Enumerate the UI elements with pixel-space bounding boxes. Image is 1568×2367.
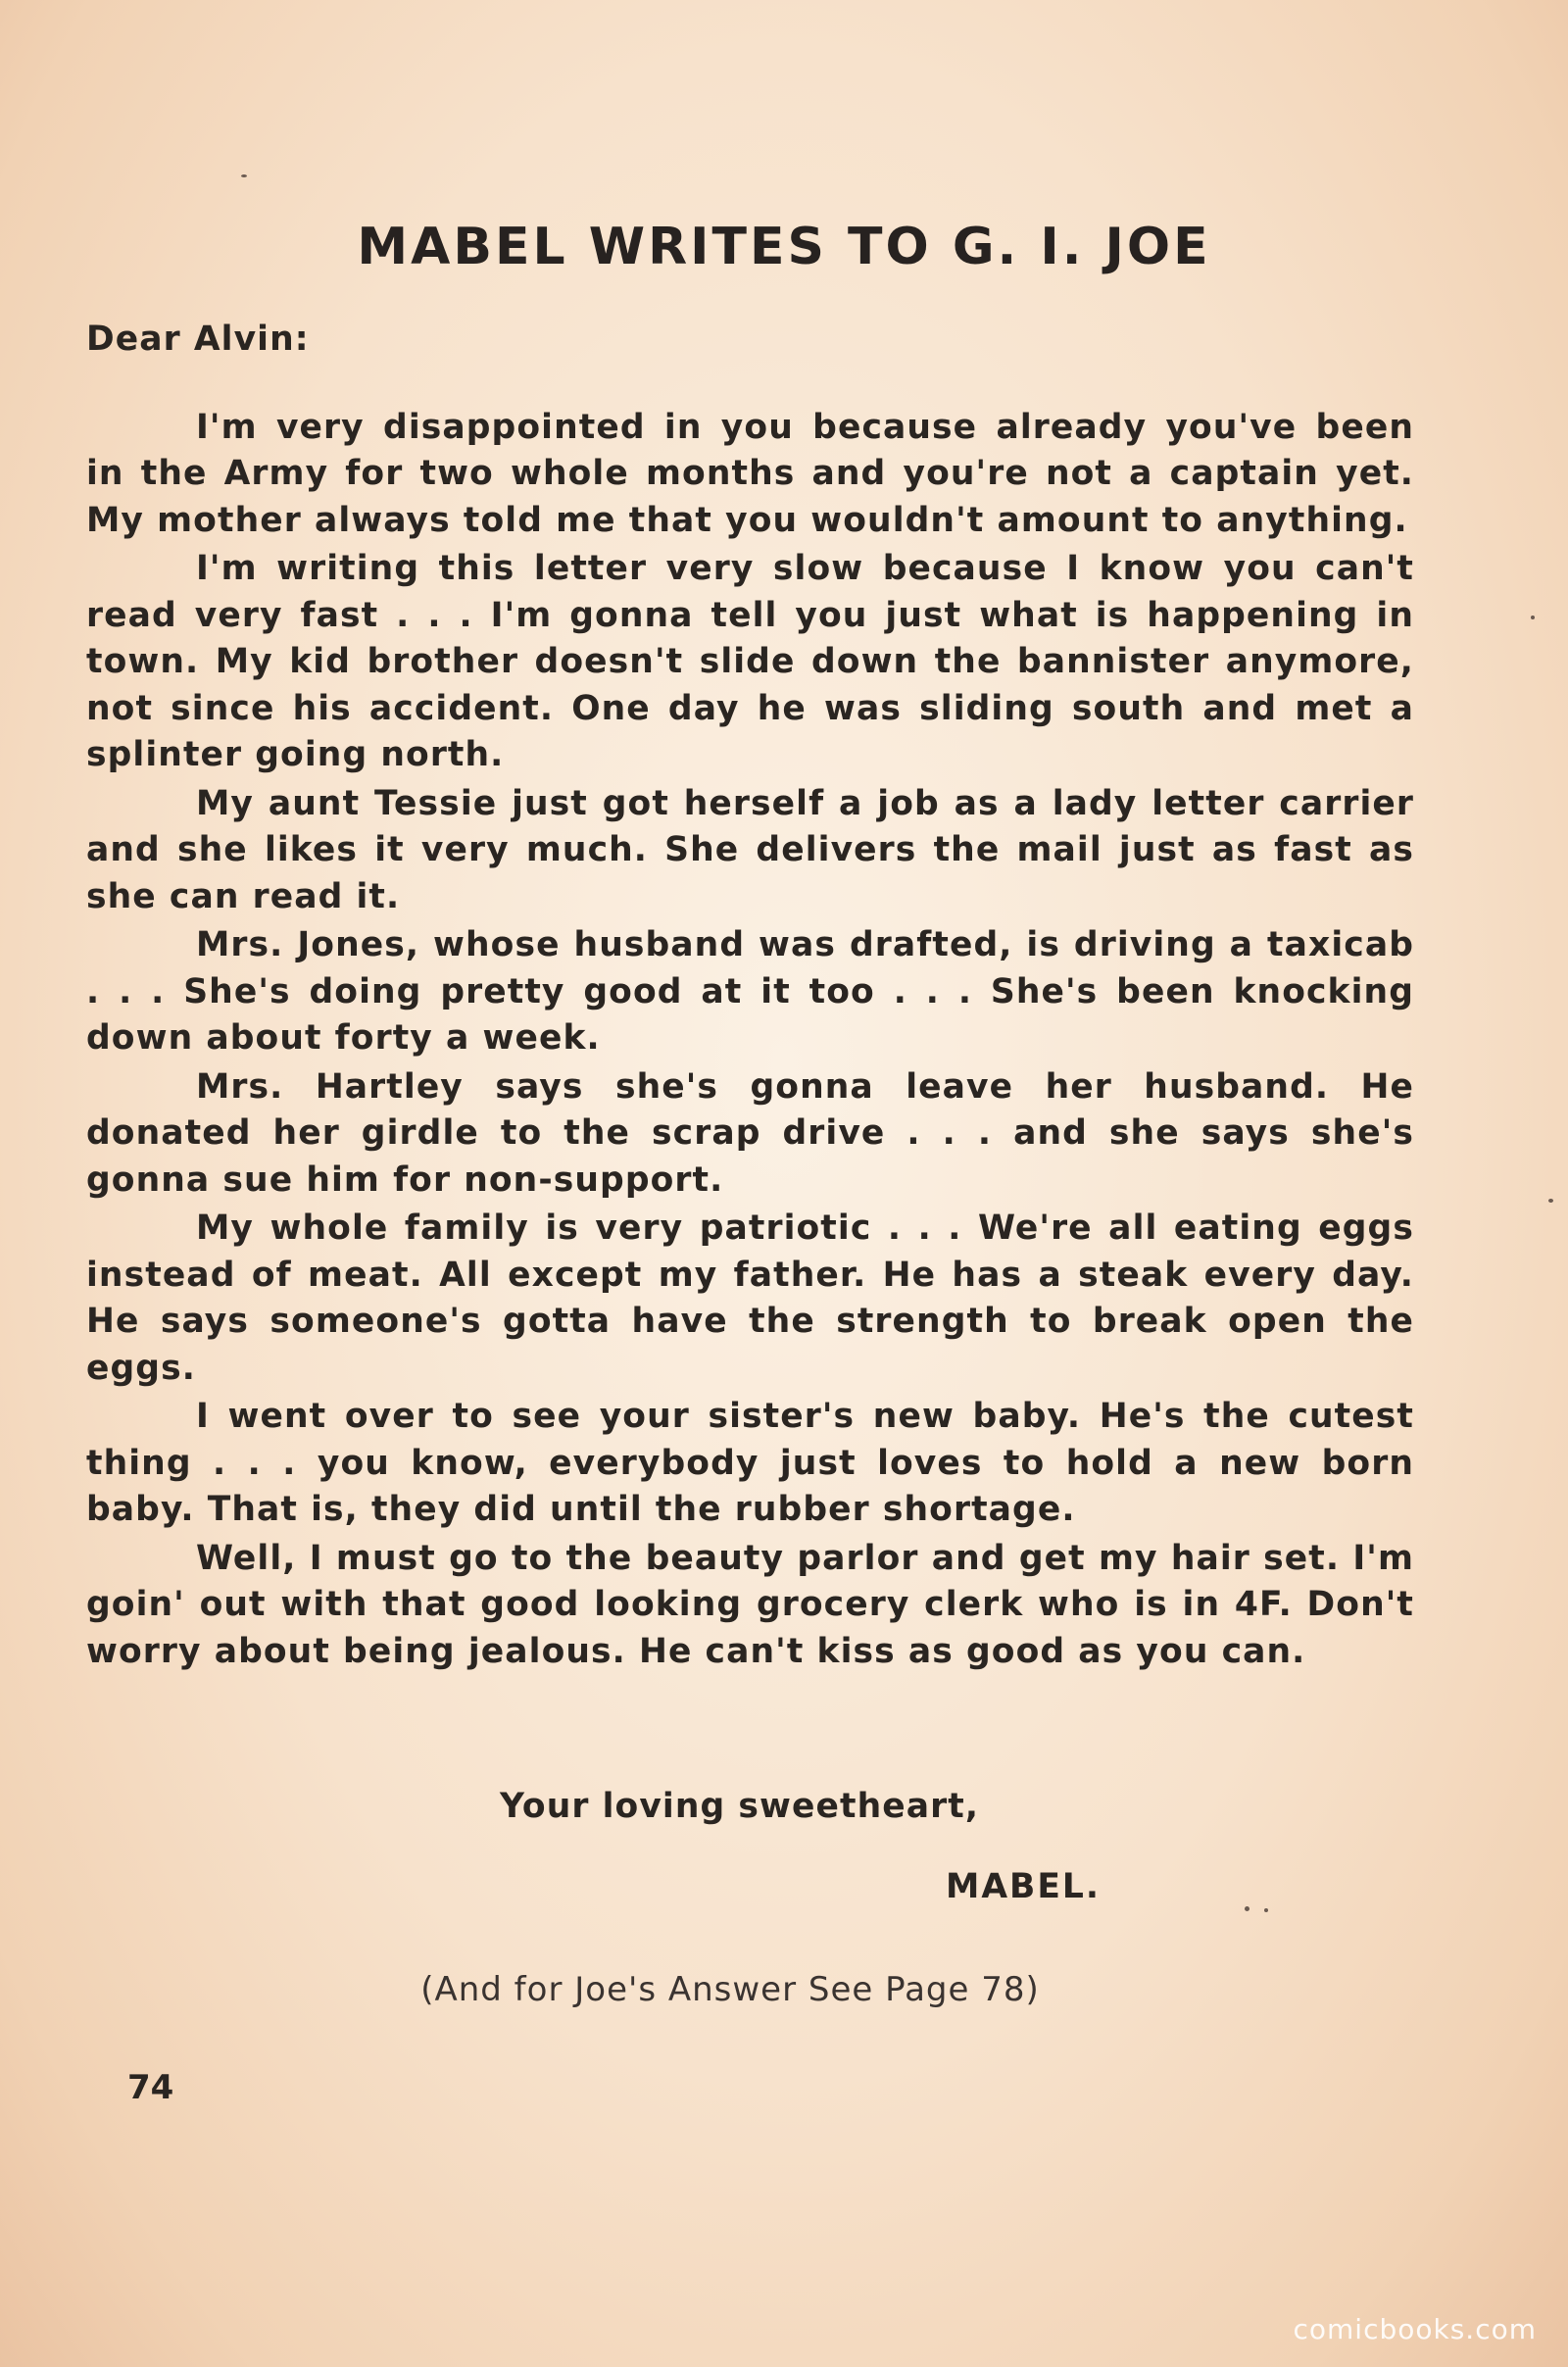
letter-paragraph: My aunt Tessie just got herself a job as a lady letter carrier and she likes it very much. She delivers the mail just as fast as she can read it. <box>86 783 1414 916</box>
letter-paragraph: I'm very disappointed in you because already you've been in the Army for two whole months and you're not a captain yet. My mother always told me that you wouldn't amount to anything. <box>86 407 1414 540</box>
page-reference-note: (And for Joe's Answer See Page 78) <box>420 1970 1040 2009</box>
page-number: 74 <box>127 2068 174 2107</box>
letter-paragraph: I went over to see your sister's new baby. He's the cutest thing . . . you know, everybody just loves to hold a new born baby. That is, they did until the rubber shortage. <box>86 1397 1414 1529</box>
print-speck <box>1531 616 1535 619</box>
print-speck <box>241 174 247 177</box>
print-speck <box>1245 1906 1250 1911</box>
print-speck <box>1548 1199 1553 1203</box>
salutation: Dear Alvin: <box>86 320 310 359</box>
letter-paragraph: Mrs. Jones, whose husband was drafted, is driving a taxicab . . . She's doing pretty good at it too . . . She's been knocking down about forty a week. <box>86 925 1414 1058</box>
letter-body <box>86 317 1414 1677</box>
letter-signature: MABEL. <box>946 1867 1101 1906</box>
print-speck <box>1264 1908 1268 1912</box>
letter-paragraph: I'm writing this letter very slow because I know you can't read very fast . . . I'm gonna tell you just what is happening in town. My kid brother doesn't slide down the bannister anymore, not since his accident. One day he was sliding south and met a splinter going north. <box>86 549 1414 774</box>
letter-paragraph: Well, I must go to the beauty parlor and get my hair set. I'm goin' out with that good looking grocery clerk who is in 4F. Don't worry about being jealous. He can't kiss as good as you can. <box>86 1538 1414 1671</box>
watermark: comicbooks.com <box>1293 2313 1537 2345</box>
letter-paragraph: My whole family is very patriotic . . . We're all eating eggs instead of meat. All except my father. He has a steak every day. He says someone's gotta have the strength to break open the eggs. <box>86 1208 1414 1388</box>
page-title: MABEL WRITES TO G. I. JOE <box>357 218 1211 276</box>
letter-paragraph: Mrs. Hartley says she's gonna leave her husband. He donated her girdle to the scrap drive . . . and she says she's gonna sue him for non-support. <box>86 1066 1414 1200</box>
letter-closing: Your loving sweetheart, <box>500 1787 980 1826</box>
